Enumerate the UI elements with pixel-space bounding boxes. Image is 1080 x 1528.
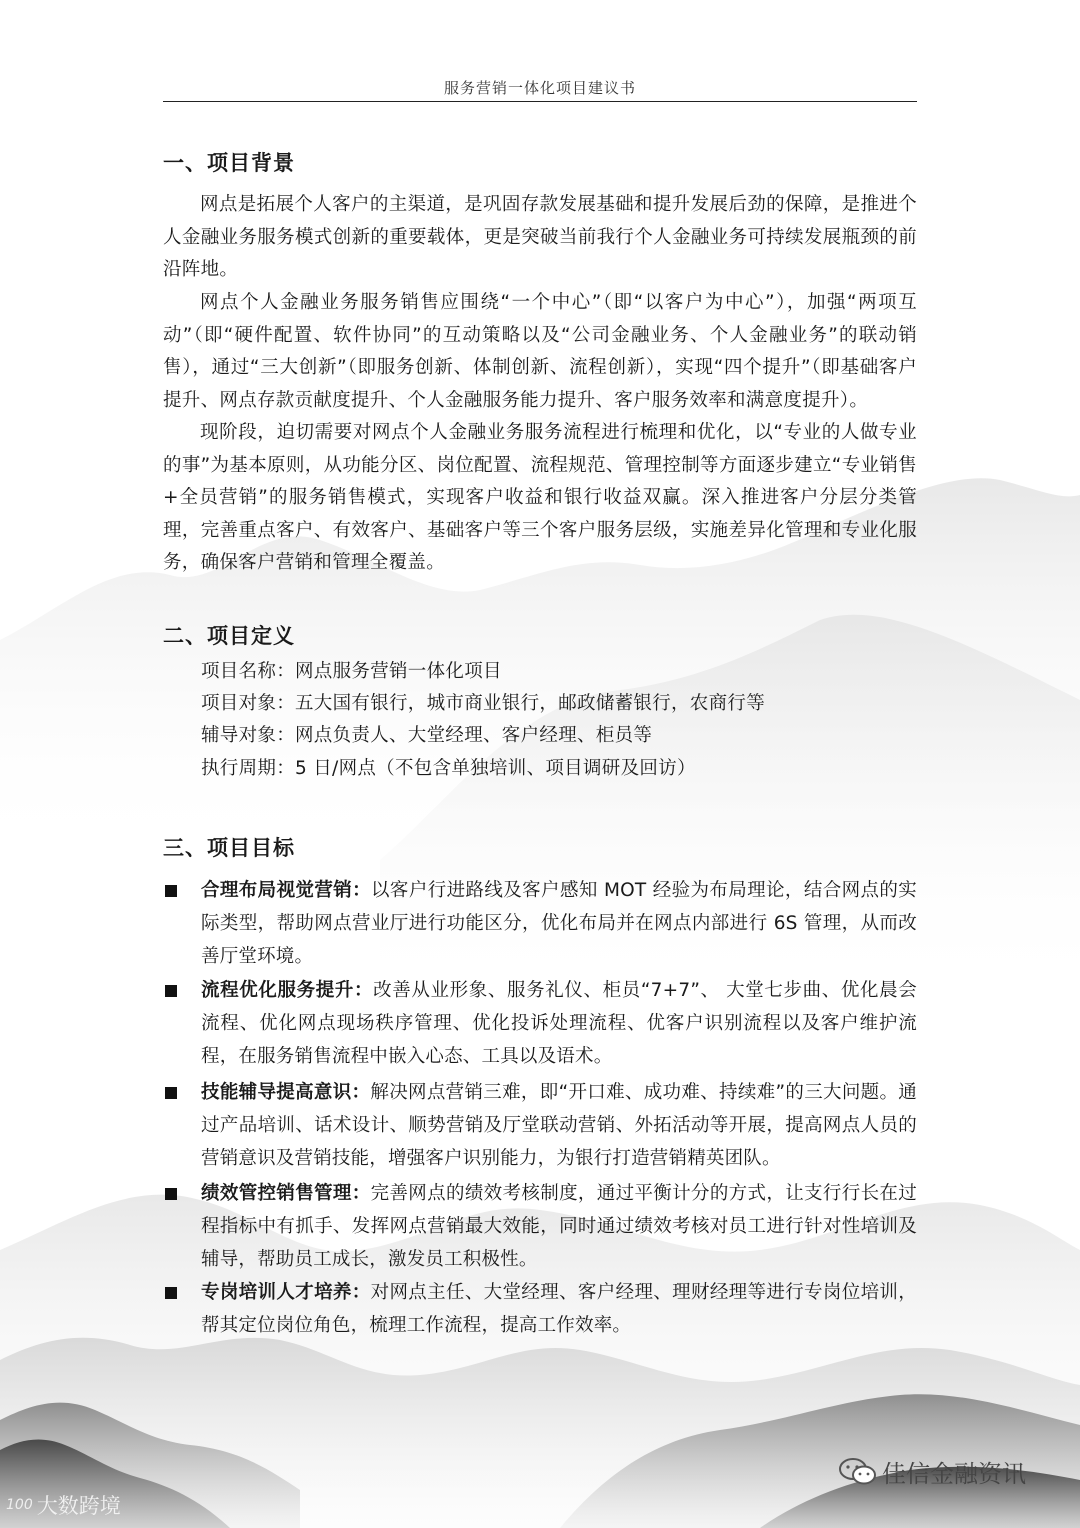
page-header-title: 服务营销一体化项目建议书 [443, 79, 636, 97]
goal-title: 绩效管控销售管理： [201, 1183, 371, 1204]
wechat-icon [838, 1457, 878, 1487]
goal-description: 解决网点营销三难，即“开口难、成功难、持续难”的三大问题。通过产品培训、话术设计、顺势营销及厅堂联动营销、外拓活动等开展，提高网点人员的营销意识及营销技能，增强客户识别能力，为银行打造营销精英团队。 [201, 1082, 917, 1169]
goal-item-performance [163, 1177, 917, 1276]
goal-description: 完善网点的绩效考核制度，通过平衡计分的方式，让支行行长在过程指标中有抓手、发挥网点营销最大效能，同时通过绩效考核对员工进行针对性培训及辅导，帮助员工成长，激发员工积极性。 [201, 1183, 917, 1270]
goal-title: 流程优化服务提升： [201, 980, 374, 1001]
square-bullet-icon [165, 985, 177, 997]
square-bullet-icon [165, 1087, 177, 1099]
background-paragraph-2: 网点个人金融业务服务销售应围绕“一个中心”（即“以客户为中心”），加强“两项互动”（即“硬件配置、软件协同”的互动策略以及“公司金融业务、个人金融业务”的联动销售），通过“三大创新”（即服务创新、体制创新、流程创新），实现“四个提升”（即基础客户提升、网点存款贡献度提升、个人金融服务能力提升、客户服务效率和满意度提升）。 [163, 292, 917, 411]
definition-item-targets: 项目对象：五大国有银行，城市商业银行，邮政储蓄银行，农商行等 [201, 693, 766, 714]
watermark-left-text: 大数跨境 [36, 1494, 121, 1518]
goal-description: 改善从业形象、服务礼仪、柜员“7+7”、 大堂七步曲、优化晨会流程、优化网点现场秩序管理、优化投诉处理流程、优客户识别流程以及客户维护流程，在服务销售流程中嵌入心态、工具以及语术。 [201, 980, 917, 1067]
goal-title: 技能辅导提高意识： [201, 1082, 371, 1103]
goal-title: 合理布局视觉营销： [201, 880, 372, 901]
goal-item-skills [163, 1076, 917, 1175]
square-bullet-icon [165, 1188, 177, 1200]
square-bullet-icon [165, 1287, 177, 1299]
definition-item-name: 项目名称：网点服务营销一体化项目 [201, 661, 502, 682]
goal-item-layout [163, 874, 917, 973]
section-heading-goals: 三、项目目标 [163, 836, 295, 860]
square-bullet-icon [165, 885, 177, 897]
section-heading-background: 一、项目背景 [163, 151, 295, 175]
watermark-right-text: 佳信金融资讯 [882, 1460, 1026, 1488]
watermark-right [838, 1454, 1026, 1489]
header-divider [163, 101, 917, 102]
goal-title: 专岗培训人才培养： [201, 1282, 371, 1303]
section-heading-definition: 二、项目定义 [163, 624, 295, 648]
goal-item-training [163, 1276, 917, 1342]
goal-description: 对网点主任、大堂经理、客户经理、理财经理等进行专岗位培训，帮其定位岗位角色，梳理工作流程，提高工作效率。 [201, 1282, 917, 1336]
background-paragraph-3: 现阶段，迫切需要对网点个人金融业务服务流程进行梳理和优化，以“专业的人做专业的事”为基本原则，从功能分区、岗位配置、流程规范、管理控制等方面逐步建立“专业销售+全员营销”的服务销售模式，实现客户收益和银行收益双赢。深入推进客户分层分类管理，完善重点客户、有效客户、基础客户等三个客户服务层级，实施差异化管理和专业化服务，确保客户营销和管理全覆盖。 [163, 422, 917, 573]
goal-description: 以客户行进路线及客户感知 MOT 经验为布局理论，结合网点的实际类型，帮助网点营业厅进行功能区分，优化布局并在网点内部进行 6S 管理，从而改善厅堂环境。 [201, 880, 917, 967]
watermark-left [6, 1490, 121, 1520]
definition-item-cycle: 执行周期：5 日/网点（不包含单独培训、项目调研及回访） [201, 758, 696, 779]
definition-item-coaching-targets: 辅导对象：网点负责人、大堂经理、客户经理、柜员等 [201, 725, 653, 746]
brand-logo-icon: 100 [6, 1497, 33, 1513]
goal-item-process [163, 974, 917, 1073]
background-paragraph-1: 网点是拓展个人客户的主渠道，是巩固存款发展基础和提升发展后劲的保障，是推进个人金融业务服务模式创新的重要载体，更是突破当前我行个人金融业务可持续发展瓶颈的前沿阵地。 [163, 194, 917, 280]
